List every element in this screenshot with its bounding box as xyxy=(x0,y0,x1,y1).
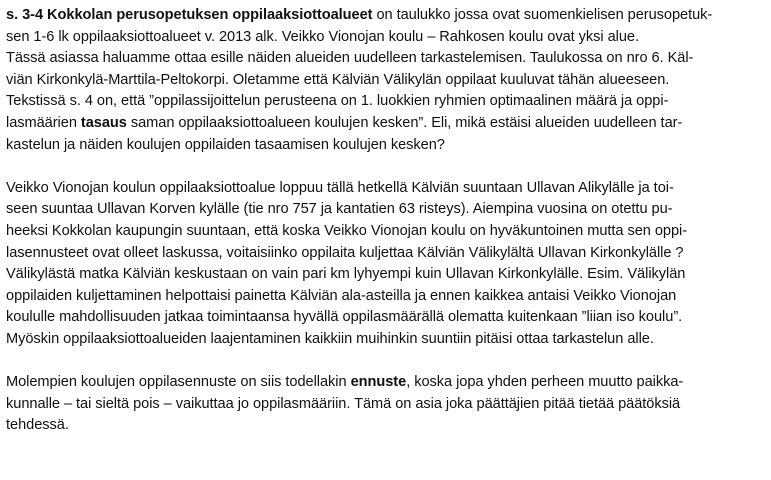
text-segment: tehdessä. xyxy=(6,417,69,434)
paragraph-spacer xyxy=(6,156,766,178)
text-line xyxy=(6,135,766,157)
text-segment: Molempien koulujen oppilasennuste on siis todellakin xyxy=(6,374,351,391)
text-line xyxy=(6,27,766,49)
text-segment: koululle mahdollisuuden jatkaa toimintaansa hyvällä oppilasmäärällä olematta kuitenkaan ”liian iso koulu”. xyxy=(6,309,683,326)
document-page xyxy=(6,5,766,437)
text-line xyxy=(6,199,766,221)
text-line xyxy=(6,415,766,437)
text-segment: kunnalle – tai sieltä pois – vaikuttaa jo oppilasmääriin. Tämä on asia joka päättäjien pitää tietää päätöksiä xyxy=(6,395,681,412)
text-line xyxy=(6,48,766,70)
text-segment: Myöskin oppilaaksiottoalueiden laajentaminen kaikkiin muihinkin suuntiin pitäisi ottaa tarkastelun alle. xyxy=(6,330,654,347)
text-line xyxy=(6,70,766,92)
text-line xyxy=(6,91,766,113)
paragraph-3 xyxy=(6,372,766,437)
text-line xyxy=(6,178,766,200)
text-segment: Veikko Vionojan koulun oppilaaksiottoalue loppuu tällä hetkellä Kälviän suuntaan Ullavan Alikylälle ja toi- xyxy=(6,179,674,196)
text-segment: lasennusteet ovat olleet laskussa, voitaisiinko oppilaita kuljettaa Kälviän Välikylältä Ullavan Kirkonkylälle ? xyxy=(6,244,684,261)
text-line xyxy=(6,372,766,394)
paragraph-2 xyxy=(6,178,766,351)
text-line xyxy=(6,221,766,243)
text-segment: Tässä asiassa haluamme ottaa esille näiden alueiden uudelleen tarkastelemisen. Taulukossa on nro 6. Käl- xyxy=(6,50,694,67)
text-segment: Välikylästä matka Kälviän keskustaan on vain pari km lyhyempi kuin Ullavan Kirkonkylälle. Esim. Välikylän xyxy=(6,266,686,283)
text-segment: kastelun ja näiden koulujen oppilaiden tasaamisen koulujen kesken? xyxy=(6,136,445,153)
paragraph-spacer xyxy=(6,351,766,373)
paragraph-1 xyxy=(6,5,766,156)
text-segment: lasmäärien xyxy=(6,114,81,131)
text-segment: viän Kirkonkylä-Marttila-Peltokorpi. Oletamme että Kälviän Välikylän oppilaat kuuluvat tähän alueeseen. xyxy=(6,71,670,88)
bold-word: ennuste xyxy=(350,374,407,391)
text-segment: Tekstissä s. 4 on, että ”oppilassijoittelun perusteena on 1. luokkien ryhmien optimaalinen määrä ja oppi- xyxy=(6,93,669,110)
text-line xyxy=(6,394,766,416)
text-segment: heeksi Kokkolan kaupungin suuntaan, että koska Veikko Vionojan koulu on hyväkuntoinen mutta sen oppi- xyxy=(6,222,688,239)
text-line xyxy=(6,5,766,27)
text-line xyxy=(6,307,766,329)
bold-word: tasaus xyxy=(80,114,127,131)
text-line xyxy=(6,243,766,265)
text-segment: seen suuntaa Ullavan Korven kylälle (tie nro 757 ja kantatien 63 risteys). Aiempina vuosina on otettu pu- xyxy=(6,201,673,218)
text-line xyxy=(6,286,766,308)
text-segment: saman oppilaaksiottoalueen koulujen kesken”. Eli, mikä estäisi alueiden uudelleen tar- xyxy=(126,114,683,131)
text-line xyxy=(6,264,766,286)
text-segment: , koska jopa yhden perheen muutto paikka- xyxy=(406,374,684,391)
text-segment: on taulukko jossa ovat suomenkielisen perusopetuk- xyxy=(372,7,713,23)
text-line xyxy=(6,113,766,135)
text-segment: oppilaiden kuljettaminen helpottaisi painetta Kälviän ala-asteilla ja ennen kaikkea antaisi Veikko Vionojan xyxy=(6,287,677,304)
text-line xyxy=(6,329,766,351)
text-segment: sen 1-6 lk oppilaaksiottoalueet v. 2013 alk. Veikko Vionojan koulu – Rahkosen koulu ovat yksi alue. xyxy=(6,28,639,45)
bold-heading: s. 3-4 Kokkolan perusopetuksen oppilaaksiottoalueet xyxy=(6,7,373,23)
